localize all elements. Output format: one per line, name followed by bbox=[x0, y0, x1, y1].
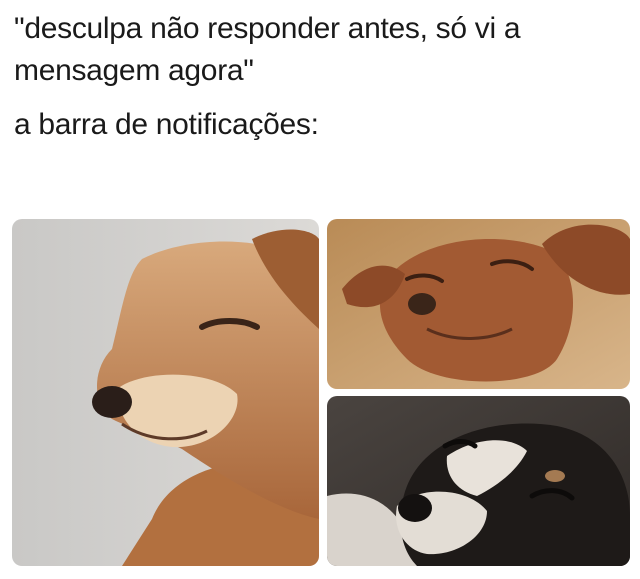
caption-punchline: a barra de notificações: bbox=[14, 108, 319, 141]
meme-caption bbox=[14, 8, 626, 146]
photo-dog-eyes-closed bbox=[327, 219, 630, 389]
caption-quote: "desculpa não responder antes, só vi a mensagem agora" bbox=[14, 12, 521, 87]
dog-eyes-closed-illustration bbox=[327, 219, 630, 389]
dog-squinting-illustration bbox=[12, 219, 319, 566]
dog-lying-illustration bbox=[327, 396, 630, 566]
photo-dog-lying-squinting bbox=[327, 396, 630, 566]
photo-dog-squinting-side bbox=[12, 219, 319, 566]
